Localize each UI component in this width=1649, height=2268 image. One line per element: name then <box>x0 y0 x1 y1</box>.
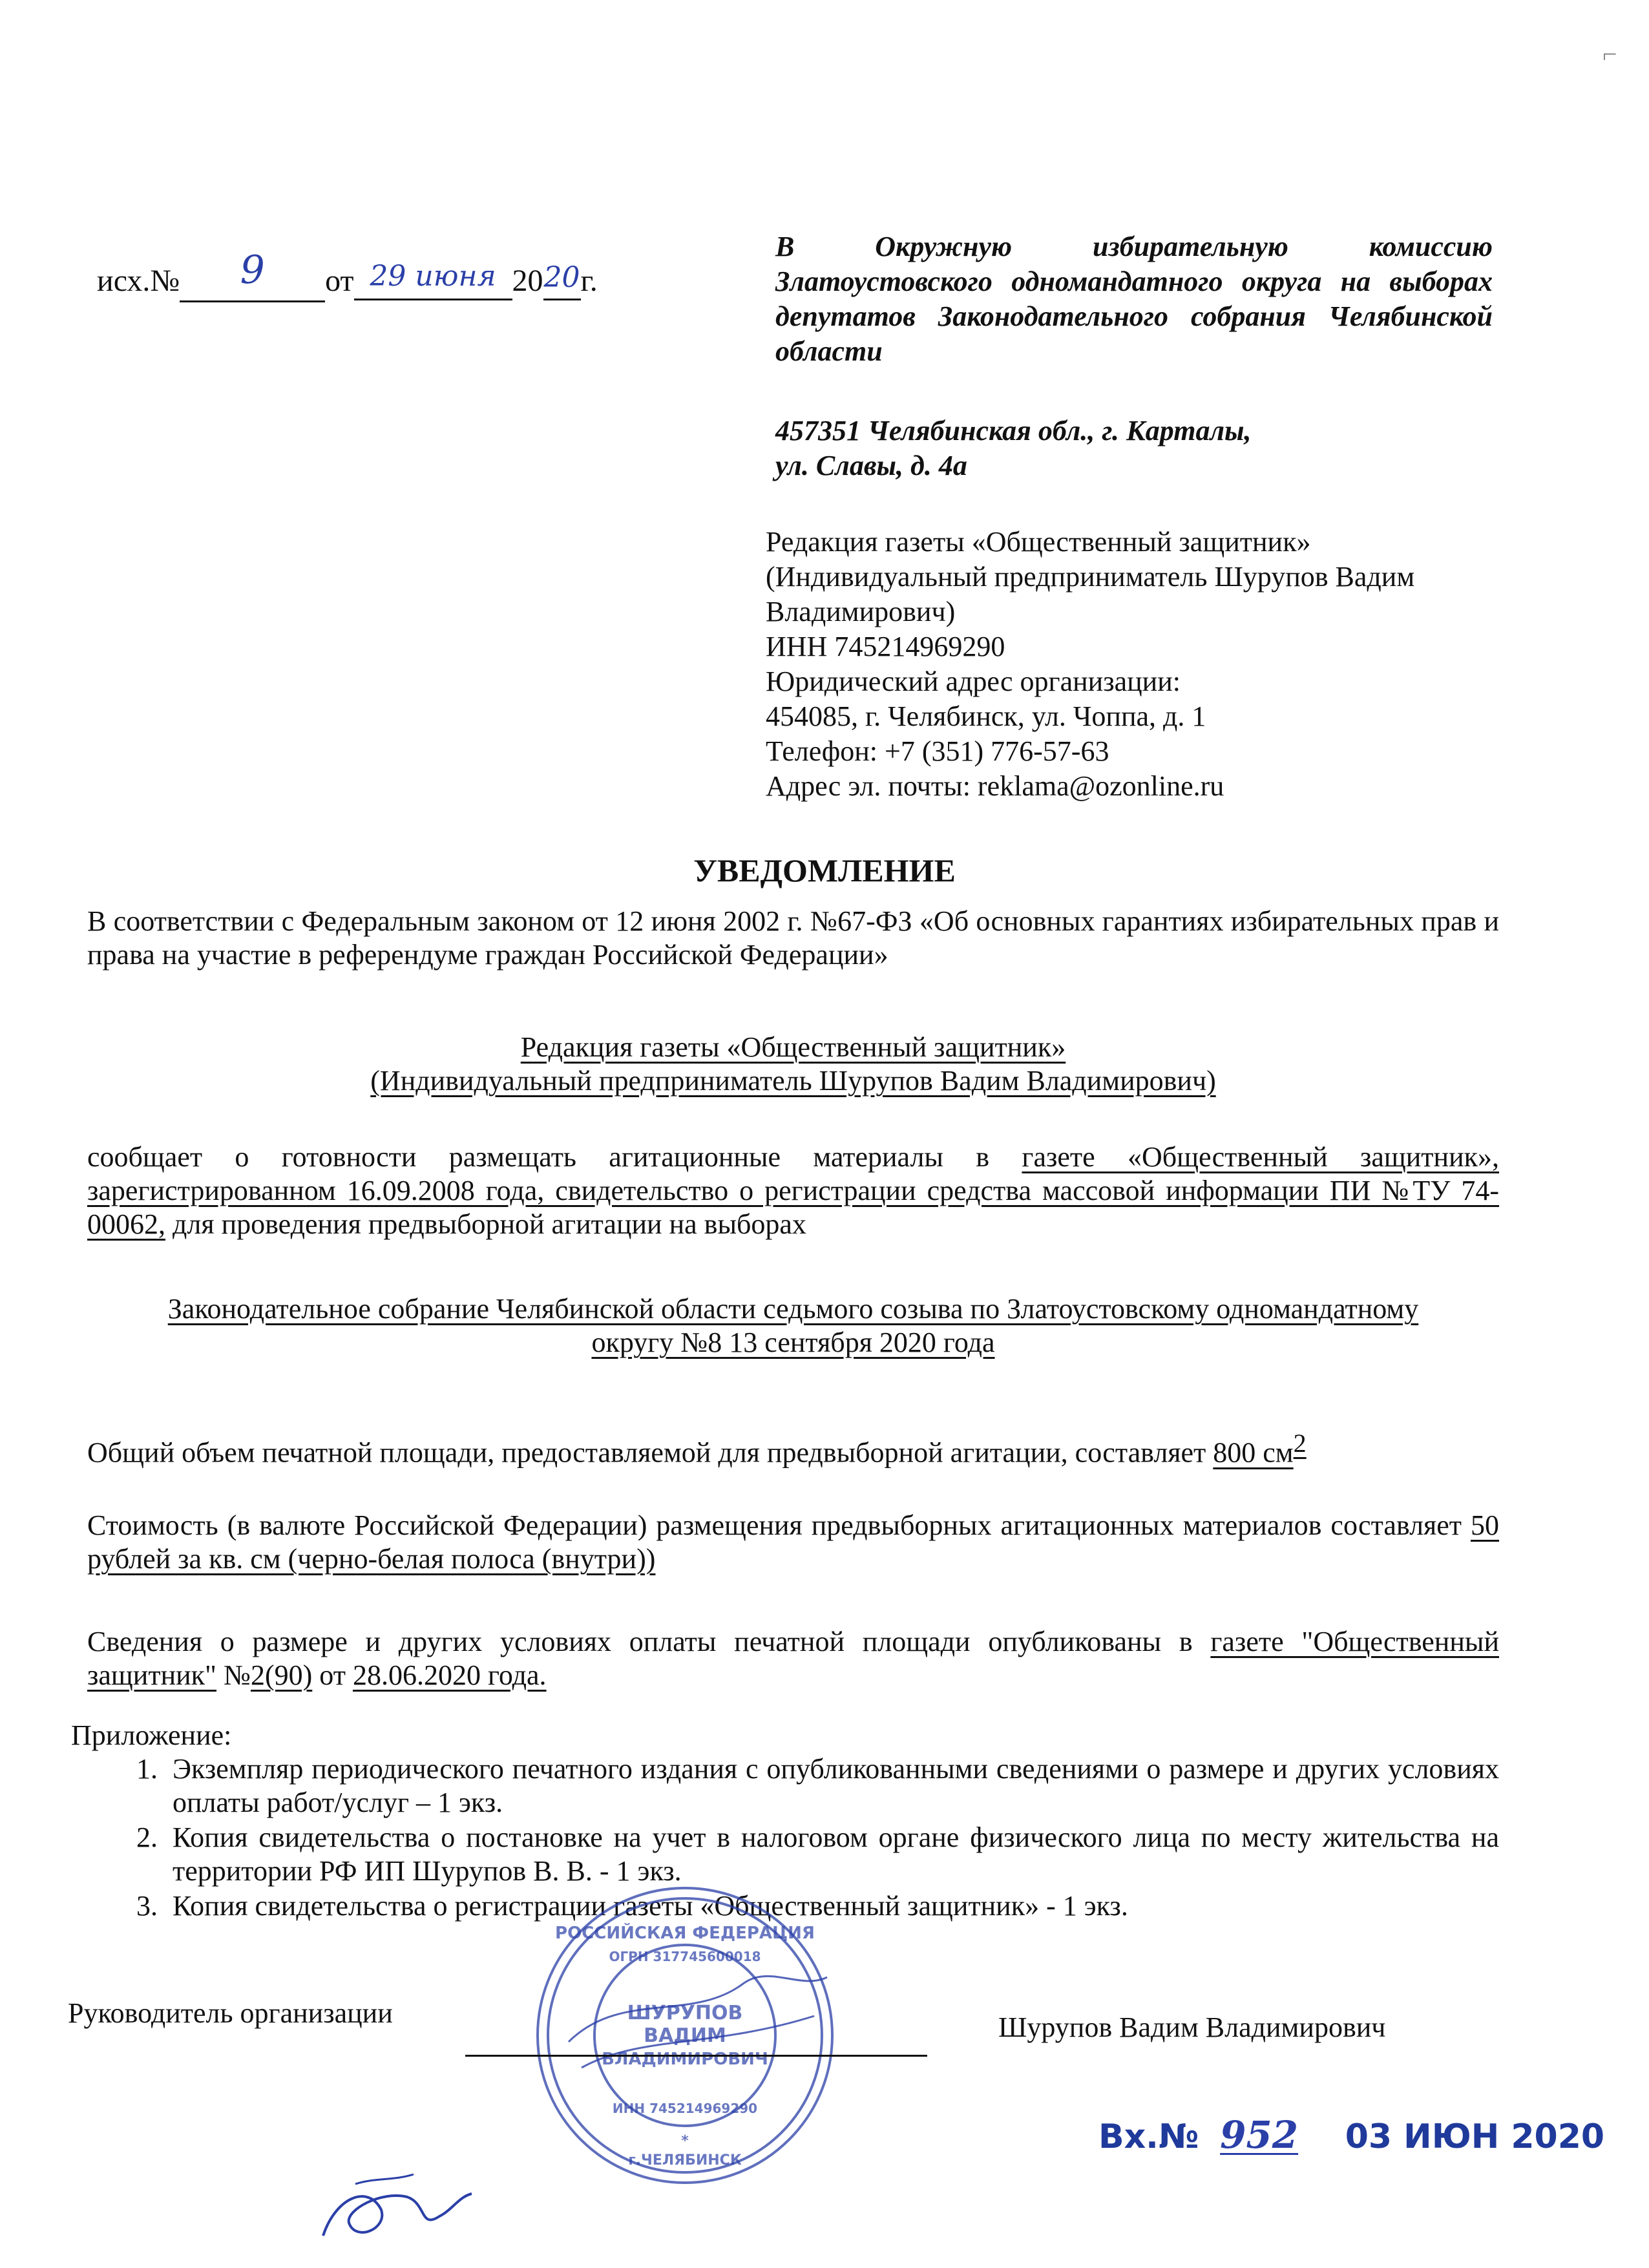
sender-line1: Редакция газеты «Общественный защитник» <box>766 526 1311 558</box>
outgoing-year-end: г. <box>580 264 598 298</box>
outgoing-number: 9 <box>240 247 265 293</box>
election-line1: Законодательное собрание Челябинской области седьмого созыва по Златоустовскому одномандатному <box>167 1293 1419 1325</box>
notice-part2: для проведения предвыборной агитации на выборах <box>165 1208 806 1240</box>
sender-email: Адрес эл. почты: reklama@ozonline.ru <box>766 770 1224 802</box>
notice-paragraph <box>87 1140 1499 1241</box>
area-paragraph <box>87 1427 1499 1470</box>
incoming-number: 952 <box>1220 2113 1299 2157</box>
outgoing-number-field <box>180 247 325 302</box>
terms-issue: 2(90) <box>250 1659 313 1691</box>
cost-text: Стоимость (в валюте Российской Федерации) размещения предвыборных агитационных материалов составляет <box>87 1509 1471 1541</box>
notice-newspaper-registration: газете «Общественный защитник», зарегистрированном 16.09.2008 года, свидетельство о регистрации средства массовой информации ПИ №ТУ 74-00062, <box>87 1141 1499 1240</box>
outgoing-year: 20 <box>543 261 580 294</box>
svg-text:ИНН 745214969290: ИНН 745214969290 <box>612 2101 758 2116</box>
terms-text: Сведения о размере и других условиях оплаты печатной площади опубликованы в <box>87 1626 1211 1657</box>
svg-text:ВЛАДИМИРОВИЧ: ВЛАДИМИРОВИЧ <box>602 2050 768 2069</box>
law-paragraph: В соответствии с Федеральным законом от 12 июня 2002 г. №67-ФЗ «Об основных гарантиях избирательных прав и права на участие в референдуме граждан Российской Федерации» <box>87 905 1499 971</box>
sender-line2: (Индивидуальный предприниматель Шурупов Вадим Владимирович) <box>766 561 1415 627</box>
election-block <box>87 1292 1499 1360</box>
area-text: Общий объем печатной площади, предоставляемой для предвыборной агитации, составляет <box>87 1436 1213 1469</box>
recipient-address <box>775 414 1493 483</box>
svg-text:РОССИЙСКАЯ ФЕДЕРАЦИЯ: РОССИЙСКАЯ ФЕДЕРАЦИЯ <box>555 1924 815 1943</box>
terms-paragraph <box>87 1625 1499 1692</box>
outgoing-number-line <box>97 247 598 302</box>
cost-paragraph <box>87 1509 1499 1576</box>
election-line2: округу №8 13 сентября 2020 года <box>591 1327 995 1358</box>
recipient-block: В Окружную избирательную комиссию Златоустовского одномандатного округа на выборах депутатов Законодательного собрания Челябинской области <box>775 231 1493 367</box>
incoming-registration-stamp <box>1098 2113 1604 2157</box>
incoming-date: 03 ИЮН 2020 <box>1345 2117 1605 2156</box>
svg-text:г.ЧЕЛЯБИНСК: г.ЧЕЛЯБИНСК <box>628 2152 742 2168</box>
recipient-address-line2: ул. Славы, д. 4а <box>775 450 967 481</box>
notice-part1: сообщает о готовности размещать агитационные материалы в <box>87 1141 1022 1173</box>
attachment-item: 3. Копия свидетельства о регистрации газеты «Общественный защитник» - 1 экз. <box>165 1889 1499 1923</box>
terms-date: 28.06.2020 года. <box>352 1659 547 1691</box>
terms-issue-prefix: № <box>216 1659 251 1691</box>
attachment-item: 1. Экземпляр периодического печатного издания с опубликованными сведениями о размере и других условиях оплаты работ/услуг – 1 экз. <box>165 1752 1499 1820</box>
corner-mark: ⌐ <box>1602 39 1617 68</box>
area-exponent: 2 <box>1293 1429 1307 1458</box>
signature-line <box>465 2055 927 2057</box>
sender-legal-address-label: Юридический адрес организации: <box>766 666 1181 697</box>
handwritten-signature <box>310 2158 478 2255</box>
sender-block <box>766 525 1509 804</box>
publisher-line1: Редакция газеты «Общественный защитник» <box>520 1031 1066 1063</box>
sender-inn: ИНН 745214969290 <box>766 631 1005 662</box>
outgoing-from-word: от <box>325 264 354 298</box>
incoming-label: Вх.№ <box>1098 2117 1199 2156</box>
svg-text:ОГРН 317745600018: ОГРН 317745600018 <box>609 1949 761 1964</box>
signer-name: Шурупов Вадим Владимирович <box>998 2011 1386 2043</box>
publisher-line2: (Индивидуальный предприниматель Шурупов Вадим Владимирович) <box>370 1065 1216 1097</box>
area-value: 800 см <box>1213 1436 1294 1469</box>
svg-text:*: * <box>681 2133 689 2149</box>
document-title: УВЕДОМЛЕНИЕ <box>693 852 956 888</box>
sender-phone: Телефон: +7 (351) 776-57-63 <box>766 735 1109 767</box>
outgoing-date: 29 июня <box>370 260 496 293</box>
attachments-label: Приложение: <box>71 1719 232 1751</box>
svg-text:ШУРУПОВ: ШУРУПОВ <box>627 2002 743 2024</box>
outgoing-year-prefix: 20 <box>512 264 543 298</box>
svg-text:ВАДИМ: ВАДИМ <box>644 2024 726 2047</box>
signature-row <box>0 1997 1649 2048</box>
sender-legal-address: 454085, г. Челябинск, ул. Чоппа, д. 1 <box>766 700 1206 732</box>
terms-newspaper: газете "Общественный защитник" <box>87 1626 1499 1691</box>
publisher-block <box>87 1031 1499 1098</box>
outgoing-year-field <box>543 263 581 300</box>
terms-date-prefix: от <box>312 1659 353 1691</box>
outgoing-date-field <box>354 260 512 300</box>
attachment-item: 2. Копия свидетельства о постановке на учет в налоговом органе физического лица по месту жительства на территории РФ ИП Шурупов В. В. - 1 экз. <box>165 1821 1499 1888</box>
recipient-address-line1: 457351 Челябинская обл., г. Карталы, <box>775 415 1252 446</box>
cost-value: 50 рублей за кв. см (черно-белая полоса (внутри)) <box>87 1509 1499 1575</box>
signer-role: Руководитель организации <box>68 1997 393 2029</box>
outgoing-prefix: исх.№ <box>97 264 180 298</box>
